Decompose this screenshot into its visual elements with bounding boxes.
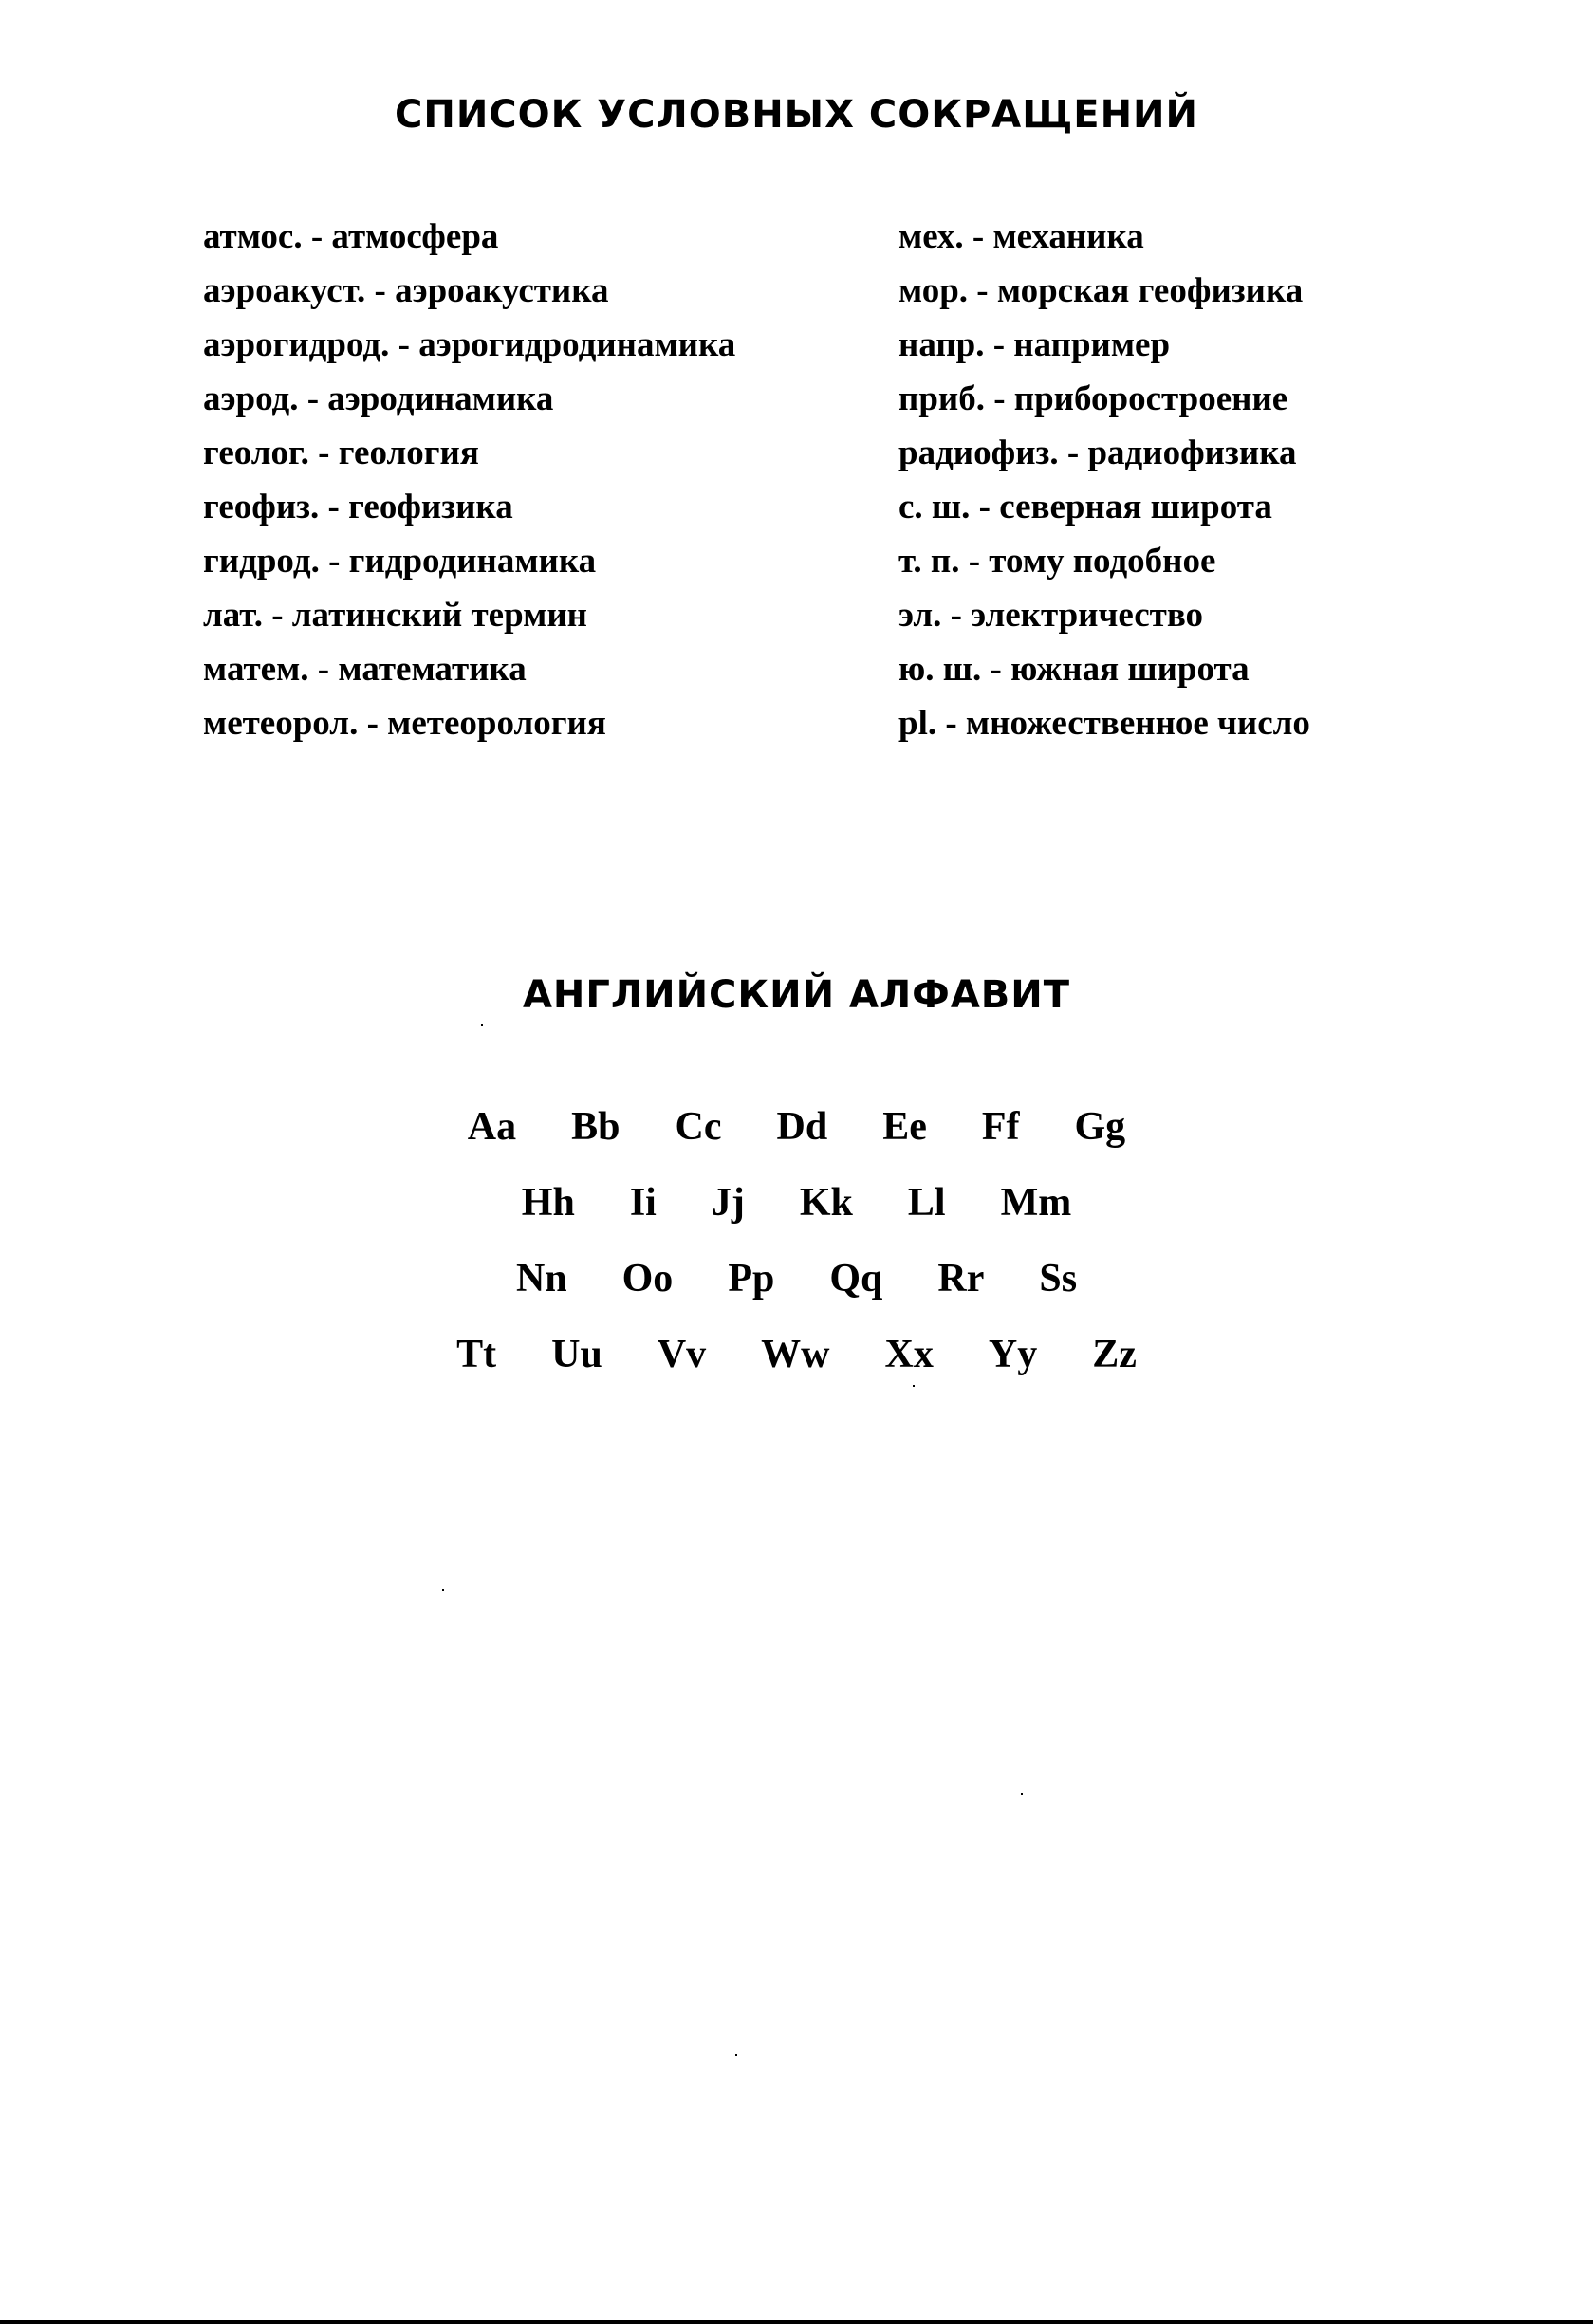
- abbreviation-item: атмос. - атмосфера: [203, 217, 499, 256]
- letter-pair: Ss: [1039, 1257, 1078, 1300]
- scan-speck: [913, 1385, 915, 1387]
- letter-pair: Vv: [657, 1333, 707, 1376]
- abbreviation-item: метеорол. - метеорология: [203, 704, 606, 743]
- abbreviation-item: напр. - например: [898, 325, 1171, 364]
- letter-pair: Rr: [937, 1257, 985, 1300]
- letter-pair: Xx: [884, 1333, 934, 1376]
- letter-pair: Ii: [629, 1181, 657, 1225]
- letter-pair: Hh: [521, 1181, 575, 1225]
- letter-pair: Pp: [728, 1257, 775, 1300]
- abbreviation-item: радиофиз. - радиофизика: [898, 433, 1297, 472]
- letter-pair: Oo: [621, 1257, 674, 1300]
- scan-speck: [442, 1589, 444, 1591]
- letter-pair: Jj: [711, 1181, 745, 1225]
- letter-pair: Yy: [988, 1333, 1038, 1376]
- abbreviation-item: мор. - морская геофизика: [898, 271, 1304, 310]
- letter-pair: Gg: [1074, 1105, 1126, 1149]
- abbreviation-item: лат. - латинский термин: [203, 596, 587, 635]
- abbreviation-item: аэрогидрод. - аэрогидродинамика: [203, 325, 736, 364]
- abbreviations-right-column: [898, 216, 1310, 757]
- abbreviation-item: pl. - множественное число: [898, 704, 1310, 743]
- alphabet-title: АНГЛИЙСКИЙ АЛФАВИТ: [522, 973, 1071, 1017]
- scan-speck: [735, 2054, 737, 2056]
- letter-pair: Ww: [761, 1333, 830, 1376]
- abbreviation-item: ю. ш. - южная широта: [898, 650, 1250, 689]
- abbreviations-title: СПИСОК УСЛОВНЫХ СОКРАЩЕНИЙ: [395, 93, 1198, 137]
- letter-pair: Ee: [882, 1105, 927, 1149]
- abbreviation-item: геофиз. - геофизика: [203, 488, 513, 526]
- scan-edge-line: [0, 2320, 1593, 2324]
- letter-pair: Zz: [1092, 1333, 1137, 1376]
- letter-pair: Ff: [981, 1105, 1020, 1149]
- abbreviation-item: мех. - механика: [898, 217, 1144, 256]
- abbreviation-item: приб. - приборостроение: [898, 379, 1288, 418]
- letter-pair: Ll: [907, 1181, 946, 1225]
- abbreviation-item: аэроакуст. - аэроакустика: [203, 271, 609, 310]
- abbreviation-item: с. ш. - северная широта: [898, 488, 1272, 526]
- letter-pair: Kk: [799, 1181, 853, 1225]
- alphabet-row: [0, 1317, 1593, 1393]
- scan-speck: [481, 1024, 483, 1026]
- letter-pair: Cc: [675, 1105, 722, 1149]
- letter-pair: Dd: [776, 1105, 828, 1149]
- abbreviation-item: геолог. - геология: [203, 433, 479, 472]
- letter-pair: Aa: [467, 1105, 517, 1149]
- alphabet-grid: [0, 1089, 1593, 1393]
- letter-pair: Qq: [829, 1257, 883, 1300]
- alphabet-row: [0, 1089, 1593, 1165]
- letter-pair: Tt: [456, 1333, 497, 1376]
- letter-pair: Mm: [1000, 1181, 1072, 1225]
- scan-speck: [1021, 1793, 1023, 1795]
- abbreviations-left-column: [203, 216, 735, 757]
- letter-pair: Bb: [571, 1105, 621, 1149]
- abbreviation-item: аэрод. - аэродинамика: [203, 379, 554, 418]
- abbreviation-item: т. п. - тому подобное: [898, 542, 1216, 581]
- abbreviation-item: эл. - электричество: [898, 596, 1204, 635]
- abbreviation-item: матем. - математика: [203, 650, 527, 689]
- abbreviation-item: гидрод. - гидродинамика: [203, 542, 597, 581]
- alphabet-row: [0, 1165, 1593, 1241]
- letter-pair: Nn: [515, 1257, 567, 1300]
- letter-pair: Uu: [551, 1333, 602, 1376]
- alphabet-row: [0, 1241, 1593, 1317]
